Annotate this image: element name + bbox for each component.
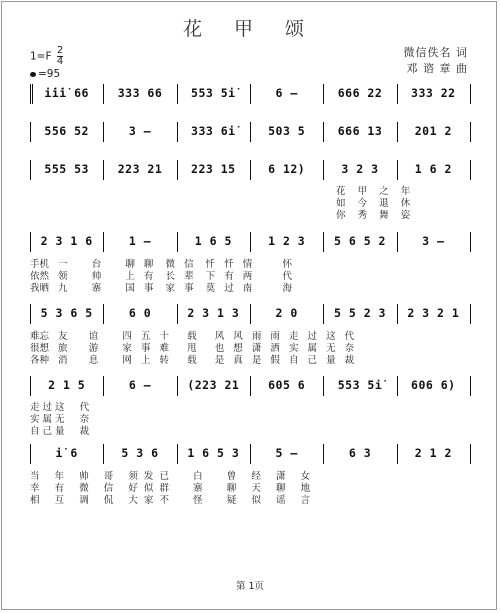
barline bbox=[177, 232, 178, 252]
barline bbox=[103, 232, 104, 252]
barline bbox=[470, 160, 471, 180]
measure-notes: 5 3 6 5 bbox=[40, 306, 93, 320]
measure-notes: 503 5 bbox=[268, 124, 306, 138]
barline bbox=[103, 376, 104, 396]
barline bbox=[323, 160, 324, 180]
barline bbox=[323, 84, 324, 104]
barline bbox=[103, 84, 104, 104]
measure-notes: 5 3 6 bbox=[121, 446, 159, 460]
lyric-row3-line3: 你 秀 舞 姿 bbox=[336, 210, 411, 221]
measure-notes: 553 5i̇ bbox=[337, 378, 383, 392]
barline bbox=[177, 376, 178, 396]
barline bbox=[250, 232, 251, 252]
measure-notes: 5 – bbox=[275, 446, 298, 460]
barline bbox=[323, 122, 324, 142]
measure-notes: 2 0 bbox=[275, 306, 298, 320]
measure-notes: 3 – bbox=[422, 234, 445, 248]
barline bbox=[30, 122, 31, 142]
measure-notes: 2 3 2 1 bbox=[407, 306, 460, 320]
measure-notes: 606 6) bbox=[411, 378, 456, 392]
lyric-row5-line2: 很想 旅 游 家 事 难 甩 也 想 潇 洒 实 属 无 奈 bbox=[30, 343, 355, 354]
barline bbox=[177, 122, 178, 142]
measure-notes: 3 – bbox=[128, 124, 152, 138]
barline bbox=[250, 444, 251, 464]
measure-notes: 2 1 5 bbox=[48, 378, 86, 392]
measure-notes: 605 6 bbox=[268, 378, 306, 392]
barline bbox=[30, 232, 31, 252]
barline bbox=[397, 232, 398, 252]
song-title: 花 甲 颂 bbox=[182, 18, 318, 40]
barline bbox=[30, 304, 31, 324]
time-signature bbox=[57, 46, 63, 67]
lyric-row4-line2: 依然 领 帅 上 有 长 辈 下 有 两 代 bbox=[30, 271, 292, 282]
barline bbox=[177, 160, 178, 180]
measure-notes: 1 – bbox=[128, 234, 152, 248]
barline bbox=[250, 122, 251, 142]
measure-notes: 1 6 5 bbox=[194, 234, 232, 248]
barline bbox=[397, 160, 398, 180]
measure-notes: i̇i̇i̇ 66 bbox=[44, 86, 89, 100]
barline bbox=[397, 304, 398, 324]
score-row bbox=[30, 304, 470, 324]
measure-notes: i̇ 6 bbox=[55, 446, 78, 460]
measure-notes: 1 6 5 3 bbox=[187, 446, 240, 460]
barline bbox=[397, 122, 398, 142]
barline bbox=[103, 304, 104, 324]
barline bbox=[250, 84, 251, 104]
measure-notes: 666 22 bbox=[337, 86, 383, 100]
barline bbox=[397, 84, 398, 104]
measure-notes: 5 6 5 2 bbox=[334, 234, 386, 248]
lyricist-credit: 微信佚名 词 bbox=[403, 46, 468, 59]
barline bbox=[470, 444, 471, 464]
barline bbox=[470, 122, 471, 142]
tempo-marking bbox=[30, 68, 60, 80]
barline bbox=[323, 376, 324, 396]
measure-notes: 1 2 3 bbox=[268, 234, 306, 248]
measure-notes: 6 0 bbox=[128, 306, 152, 320]
lyric-row5-line1: 难忘 友 谊 四 五 十 载 风 风 雨 雨 走 过 这 代 bbox=[30, 331, 355, 342]
lyric-row7-line2: 幸 有 微 信 好 似 群 寨 聊 天 聊 地 bbox=[30, 483, 311, 494]
time-denominator: 4 bbox=[56, 56, 64, 67]
barline bbox=[177, 84, 178, 104]
barline bbox=[323, 444, 324, 464]
barline bbox=[250, 376, 251, 396]
score-row bbox=[30, 84, 470, 104]
measure-notes: 3 2 3 bbox=[341, 162, 379, 176]
barline bbox=[397, 444, 398, 464]
measure-notes: 201 2 bbox=[414, 124, 452, 138]
quarter-note-icon bbox=[30, 72, 36, 77]
barline bbox=[177, 304, 178, 324]
lyric-row3-line2: 如 今 退 休 bbox=[336, 198, 411, 209]
measure-notes: 6 – bbox=[275, 86, 298, 100]
tempo-value: =95 bbox=[38, 68, 61, 80]
measure-notes: 2 3 1 3 bbox=[187, 306, 240, 320]
barline bbox=[250, 304, 251, 324]
barline bbox=[470, 304, 471, 324]
measure-notes: 2 3 1 6 bbox=[40, 234, 93, 248]
measure-notes: 6 – bbox=[128, 378, 152, 392]
measure-notes: 553 5i̇ bbox=[191, 86, 236, 100]
barline bbox=[103, 122, 104, 142]
barline bbox=[470, 376, 471, 396]
barline bbox=[30, 160, 31, 180]
lyric-row4-line3: 我晒 九 寨 国 事 家 事 莫 过 南 海 bbox=[30, 283, 292, 294]
measure-notes: (223 21 bbox=[187, 378, 240, 392]
lyric-row4-line1: 手机 一 台 聊 聊 微 信 忏 忏 情 怀 bbox=[30, 259, 292, 270]
barline bbox=[397, 376, 398, 396]
barline bbox=[470, 84, 471, 104]
composer-credit: 邓 谘 章 曲 bbox=[406, 62, 468, 75]
measure-notes: 333 22 bbox=[411, 86, 456, 100]
barline bbox=[103, 444, 104, 464]
lyric-row6-line1: 走 过 这 代 bbox=[30, 402, 90, 413]
lyric-row3-line1: 花 甲 之 年 bbox=[336, 186, 411, 197]
lyric-row5-line3: 各种 消 息 网 上 转 载 是 真 是 假 自 己 量 裁 bbox=[30, 355, 355, 366]
lyric-row6-line3: 自 己 量 裁 bbox=[30, 426, 90, 437]
measure-notes: 1 6 2 bbox=[414, 162, 452, 176]
barline bbox=[470, 232, 471, 252]
measure-notes: 556 52 bbox=[44, 124, 89, 138]
lyric-row6-line2: 实 属 无 奈 bbox=[30, 414, 90, 425]
measure-notes: 333 66 bbox=[117, 86, 163, 100]
measure-notes: 333 6i̇ bbox=[191, 124, 236, 138]
measure-notes: 6 3 bbox=[348, 446, 372, 460]
score-row bbox=[30, 160, 470, 180]
time-numerator: 2 bbox=[56, 45, 64, 56]
measure-notes: 5 5 2 3 bbox=[334, 306, 386, 320]
key-label: 1=F bbox=[30, 50, 52, 63]
score-row bbox=[30, 122, 470, 142]
barline bbox=[103, 160, 104, 180]
page-number: 第 1页 bbox=[235, 581, 265, 592]
barline bbox=[323, 232, 324, 252]
barline bbox=[323, 304, 324, 324]
score-row bbox=[30, 444, 470, 464]
barline bbox=[30, 444, 31, 464]
measure-notes: 223 21 bbox=[117, 162, 163, 176]
measure-notes: 555 53 bbox=[44, 162, 89, 176]
barline bbox=[177, 444, 178, 464]
measure-notes: 223 15 bbox=[191, 162, 236, 176]
score-row bbox=[30, 376, 470, 396]
barline bbox=[30, 376, 31, 396]
lyric-row7-line3: 相 互 调 侃 大 家 不 怪 疑 似 谣 言 bbox=[30, 495, 311, 506]
score-row bbox=[30, 232, 470, 252]
measure-notes: 6 12) bbox=[268, 162, 306, 176]
measure-notes: 666 13 bbox=[337, 124, 383, 138]
barline bbox=[250, 160, 251, 180]
measure-notes: 2 1 2 bbox=[414, 446, 452, 460]
lyric-row7-line1: 当 年 帅 哥 须 发 已 白 曾 经 潇 女 bbox=[30, 471, 311, 482]
key-signature bbox=[30, 46, 63, 67]
